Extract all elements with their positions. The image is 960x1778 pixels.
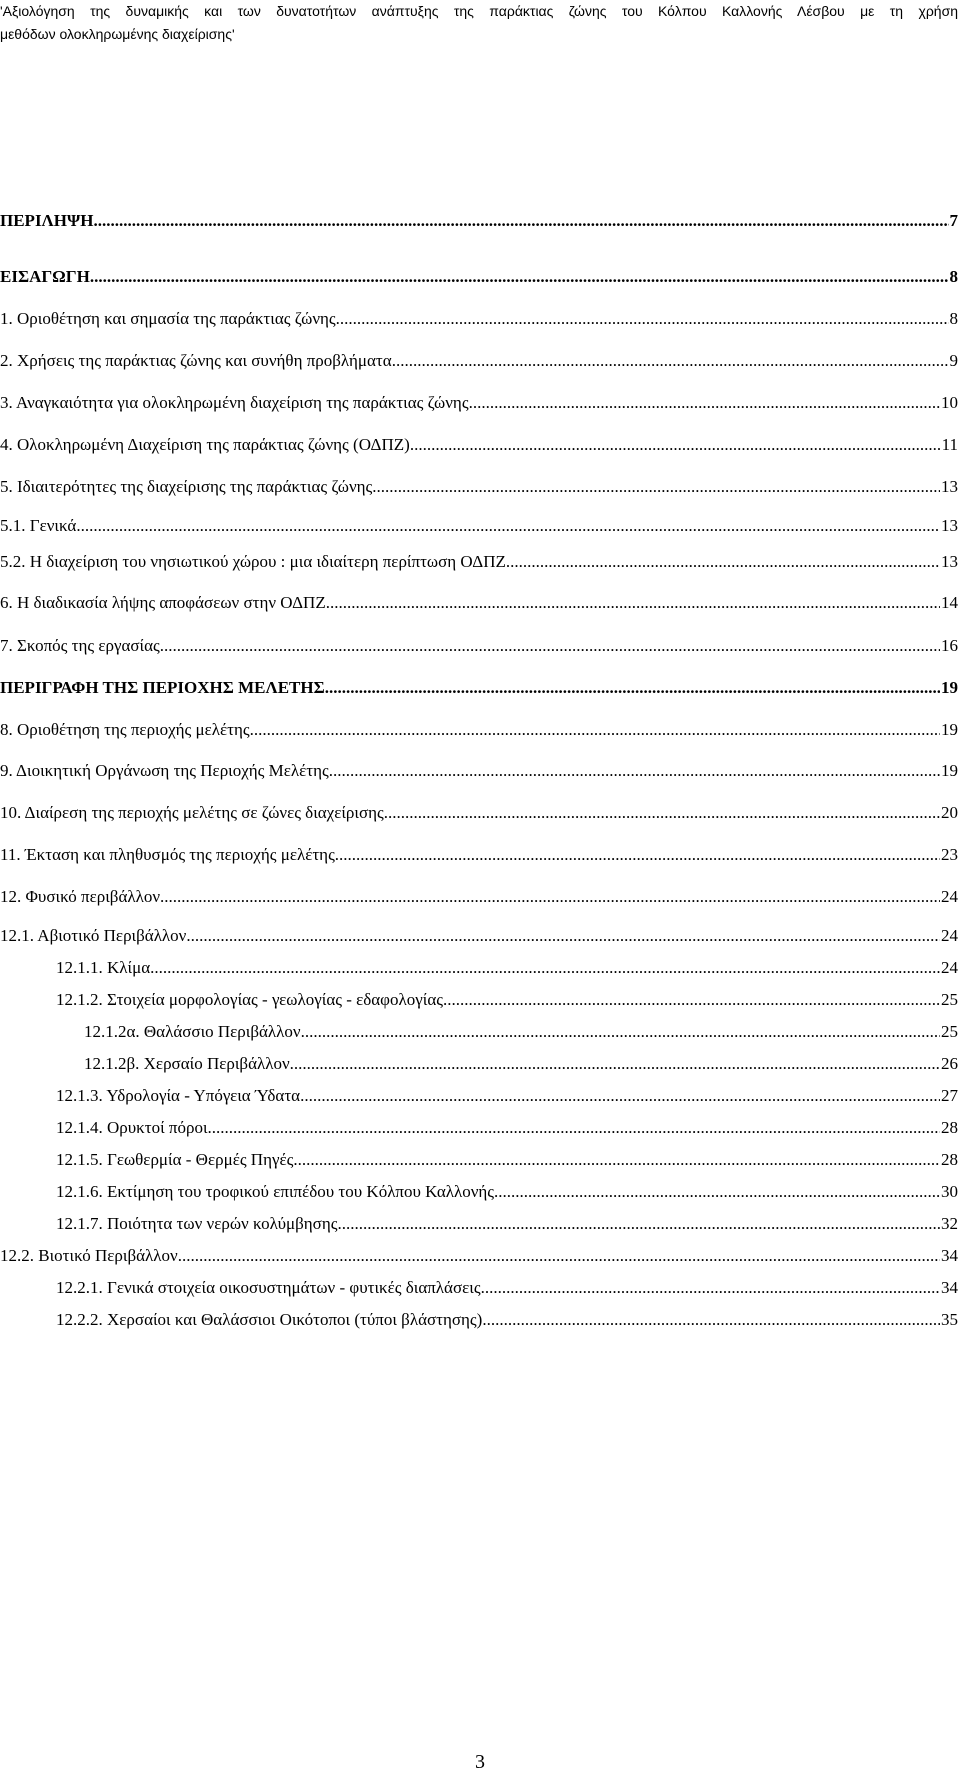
toc-entry-title: 12. Φυσικό περιβάλλον (0, 887, 161, 906)
toc-entry-title: 12.1.5. Γεωθερμία - Θερμές Πηγές (56, 1150, 294, 1169)
toc-entry-page-number: 27 (941, 1086, 958, 1105)
toc-entry[interactable] (0, 309, 958, 329)
toc-entry[interactable] (0, 267, 958, 287)
toc-entry-page-number: 24 (941, 926, 958, 945)
toc-dot-leader (481, 1278, 940, 1298)
toc-entry-title: 11. Έκταση και πληθυσμός της περιοχής μελέτης (0, 845, 335, 864)
toc-dot-leader (469, 393, 940, 413)
toc-dot-leader (384, 803, 940, 823)
toc-entry[interactable] (0, 845, 958, 865)
toc-dot-leader (150, 958, 940, 978)
toc-entry-page-number: 19 (941, 720, 958, 739)
toc-entry[interactable] (0, 516, 958, 536)
toc-entry[interactable] (0, 678, 958, 698)
toc-entry-title: ΠΕΡΙΓΡΑΦΗ ΤΗΣ ΠΕΡΙΟΧΗΣ ΜΕΛΕΤΗΣ (0, 678, 325, 697)
toc-dot-leader (90, 267, 949, 287)
toc-dot-leader (300, 1086, 940, 1106)
toc-entry-title: ΠΕΡΙΛΗΨΗ (0, 211, 94, 230)
toc-dot-leader (250, 720, 940, 740)
toc-entry[interactable] (0, 351, 958, 371)
toc-entry-title: 2. Χρήσεις της παράκτιας ζώνης και συνήθη προβλήματα (0, 351, 392, 370)
toc-entry-page-number: 13 (941, 552, 958, 571)
toc-dot-leader (93, 211, 948, 231)
toc-entry-page-number: 30 (941, 1182, 958, 1201)
toc-dot-leader (410, 435, 941, 455)
toc-entry-page-number: 19 (941, 678, 958, 697)
toc-entry-page-number: 9 (949, 351, 958, 370)
toc-dot-leader (325, 678, 940, 698)
toc-entry-title: 12.1.7. Ποιότητα των νερών κολύμβησης (56, 1214, 338, 1233)
toc-entry-title: 12.1.3. Υδρολογία - Υπόγεια Ύδατα (56, 1086, 301, 1105)
toc-entry[interactable] (0, 1246, 958, 1266)
toc-entry[interactable] (0, 1278, 958, 1298)
toc-entry[interactable] (0, 958, 958, 978)
header-title-line-2: μεθόδων ολοκληρωμένης διαχείρισης' (0, 26, 235, 42)
toc-entry-title: 5. Ιδιαιτερότητες της διαχείρισης της παράκτιας ζώνης (0, 477, 373, 496)
toc-dot-leader (392, 351, 949, 371)
toc-entry[interactable] (0, 552, 958, 572)
toc-entry-page-number: 26 (941, 1054, 958, 1073)
toc-dot-leader (160, 636, 940, 656)
toc-entry[interactable] (0, 593, 958, 613)
toc-dot-leader (336, 309, 949, 329)
toc-dot-leader (337, 1214, 940, 1234)
toc-entry-page-number: 34 (941, 1278, 958, 1297)
toc-entry-title: 5.2. Η διαχείριση του νησιωτικού χώρου : μια ιδιαίτερη περίπτωση ΟΔΠΖ (0, 552, 506, 571)
toc-entry[interactable] (0, 926, 958, 946)
toc-entry[interactable] (0, 1118, 958, 1138)
toc-entry-page-number: 24 (941, 958, 958, 977)
toc-dot-leader (494, 1182, 940, 1202)
toc-entry[interactable] (0, 211, 958, 231)
toc-entry-page-number: 14 (941, 593, 958, 612)
toc-entry[interactable] (0, 1182, 958, 1202)
toc-entry[interactable] (0, 761, 958, 781)
toc-entry-title: 12.1.1. Κλίμα (56, 958, 151, 977)
toc-dot-leader (293, 1150, 940, 1170)
toc-dot-leader (178, 1246, 940, 1266)
toc-entry[interactable] (0, 1214, 958, 1234)
toc-dot-leader (372, 477, 940, 497)
toc-entry-title: 12.2. Βιοτικό Περιβάλλον (0, 1246, 178, 1265)
toc-entry[interactable] (0, 477, 958, 497)
toc-entry-page-number: 19 (941, 761, 958, 780)
toc-entry-page-number: 28 (941, 1118, 958, 1137)
toc-entry-title: 12.1.2β. Χερσαίο Περιβάλλον (84, 1054, 290, 1073)
toc-entry[interactable] (0, 1022, 958, 1042)
toc-entry-title: 6. Η διαδικασία λήψης αποφάσεων στην ΟΔΠΖ (0, 593, 326, 612)
toc-entry-page-number: 8 (949, 267, 958, 286)
toc-entry-title: 5.1. Γενικά (0, 516, 77, 535)
running-header (0, 0, 958, 46)
toc-entry-title: 12.1. Αβιοτικό Περιβάλλον (0, 926, 187, 945)
toc-entry-page-number: 11 (941, 435, 958, 454)
toc-entry-page-number: 23 (941, 845, 958, 864)
toc-entry-title: 10. Διαίρεση της περιοχής μελέτης σε ζώνες διαχείρισης (0, 803, 384, 822)
toc-entry-title: 12.1.6. Εκτίμηση του τροφικού επιπέδου του Κόλπου Καλλονής (56, 1182, 495, 1201)
toc-entry-page-number: 35 (941, 1310, 958, 1329)
toc-entry-page-number: 13 (941, 516, 958, 535)
toc-dot-leader (76, 516, 940, 536)
toc-entry[interactable] (0, 435, 958, 455)
toc-entry[interactable] (0, 1054, 958, 1074)
toc-dot-leader (326, 593, 940, 613)
toc-entry-title: 12.2.1. Γενικά στοιχεία οικοσυστημάτων - φυτικές διαπλάσεις (56, 1278, 481, 1297)
toc-entry-title: 8. Οριοθέτηση της περιοχής μελέτης (0, 720, 250, 739)
toc-dot-leader (329, 761, 940, 781)
toc-entry[interactable] (0, 1310, 958, 1330)
toc-dot-leader (186, 926, 940, 946)
toc-entry-page-number: 10 (941, 393, 958, 412)
toc-entry-title: 3. Αναγκαιότητα για ολοκληρωμένη διαχείριση της παράκτιας ζώνης (0, 393, 469, 412)
toc-entry-page-number: 24 (941, 887, 958, 906)
header-title-line-1: 'Αξιολόγηση της δυναμικής και των δυνατοτήτων ανάπτυξης της παράκτιας ζώνης του Κόλπου Καλλονής Λέσβου με τη χρήση (0, 3, 958, 19)
toc-entry-page-number: 25 (941, 990, 958, 1009)
toc-entry[interactable] (0, 803, 958, 823)
toc-entry-title: 1. Οριοθέτηση και σημασία της παράκτιας ζώνης (0, 309, 336, 328)
toc-dot-leader (290, 1054, 940, 1074)
toc-entry[interactable] (0, 1086, 958, 1106)
toc-entry-page-number: 16 (941, 636, 958, 655)
toc-entry-title: 12.1.2. Στοιχεία μορφολογίας - γεωλογίας - εδαφολογίας (56, 990, 443, 1009)
toc-entry-page-number: 13 (941, 477, 958, 496)
toc-entry-page-number: 28 (941, 1150, 958, 1169)
toc-entry-title: ΕΙΣΑΓΩΓΗ (0, 267, 90, 286)
toc-dot-leader (443, 990, 940, 1010)
page-number: 3 (475, 1751, 485, 1773)
toc-entry-page-number: 32 (941, 1214, 958, 1233)
toc-entry-title: 12.2.2. Χερσαίοι και Θαλάσσιοι Οικότοποι (τύποι βλάστησης) (56, 1310, 483, 1329)
toc-dot-leader (160, 887, 940, 907)
toc-dot-leader (208, 1118, 940, 1138)
toc-entry-title: 12.1.4. Ορυκτοί πόροι (56, 1118, 208, 1137)
toc-dot-leader (301, 1022, 940, 1042)
toc-entry[interactable] (0, 990, 958, 1010)
toc-entry-title: 4. Ολοκληρωμένη Διαχείριση της παράκτιας ζώνης (ΟΔΠΖ) (0, 435, 410, 454)
toc-entry-title: 9. Διοικητική Οργάνωση της Περιοχής Μελέτης (0, 761, 329, 780)
toc-entry-title: 12.1.2α. Θαλάσσιο Περιβάλλον (84, 1022, 301, 1041)
toc-entry[interactable] (0, 720, 958, 740)
toc-dot-leader (482, 1310, 940, 1330)
toc-entry[interactable] (0, 887, 958, 907)
toc-entry[interactable] (0, 393, 958, 413)
toc-entry-page-number: 20 (941, 803, 958, 822)
toc-entry-page-number: 8 (949, 309, 958, 328)
toc-dot-leader (506, 552, 940, 572)
toc-entry-page-number: 34 (941, 1246, 958, 1265)
toc-entry[interactable] (0, 636, 958, 656)
toc-entry[interactable] (0, 1150, 958, 1170)
toc-dot-leader (335, 845, 940, 865)
toc-entry-page-number: 25 (941, 1022, 958, 1041)
toc-entry-title: 7. Σκοπός της εργασίας (0, 636, 160, 655)
toc-entry-page-number: 7 (949, 211, 958, 230)
